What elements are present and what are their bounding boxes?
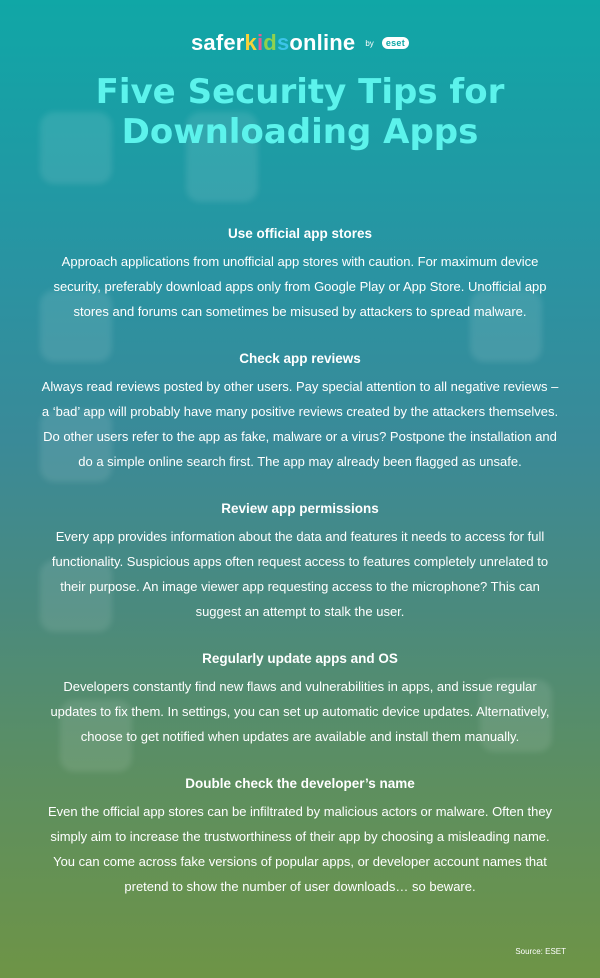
saferkidsonline-logo bbox=[191, 30, 355, 56]
tip-heading: Use official app stores bbox=[227, 226, 373, 241]
tip-heading: Regularly update apps and OS bbox=[202, 651, 398, 666]
logo-by-text: by bbox=[365, 38, 374, 48]
tip-item bbox=[40, 774, 560, 899]
tip-body: Approach applications from unofficial app stores with caution. For maximum device security, preferably download apps only from Google Play or App Store. Unofficial app stores and forums can sometimes be misused by attackers to spread malware. bbox=[53, 254, 547, 319]
tip-body: Developers constantly find new flaws and vulnerabilities in apps, and issue regular updates to fix them. In settings, you can set up automatic device updates. Alternatively, choose to get notified when updates are available and install them manually. bbox=[50, 679, 550, 744]
logo-part: safer bbox=[190, 30, 245, 55]
source-credit: Source: ESET bbox=[515, 947, 566, 956]
tips-list bbox=[40, 224, 560, 924]
logo-part: i bbox=[256, 30, 264, 55]
tip-item bbox=[40, 349, 560, 474]
logo-part: s bbox=[276, 30, 290, 55]
logo-part: d bbox=[263, 30, 277, 55]
eset-logo: eset bbox=[382, 37, 409, 49]
tip-heading: Review app permissions bbox=[221, 501, 379, 516]
logo-part: online bbox=[289, 30, 356, 55]
tip-body: Even the official app stores can be infiltrated by malicious actors or malware. Often they simply aim to increase the trustworthiness of their app by choosing a misleading name. You can come across fake versions of popular apps, or developer account names that pretend to show the number of user downloads… so beware. bbox=[47, 804, 553, 894]
tip-body: Every app provides information about the data and features it needs to access for full functionality. Suspicious apps often request access to features completely unrelated to their purpose. An image viewer app requesting access to the microphone? This can suggest an attempt to stalk the user. bbox=[51, 529, 549, 619]
tip-heading: Double check the developer’s name bbox=[185, 776, 415, 791]
tip-item bbox=[40, 499, 560, 624]
tip-heading: Check app reviews bbox=[239, 351, 361, 366]
page-title: Five Security Tips for Downloading Apps bbox=[95, 72, 505, 152]
tip-item bbox=[40, 649, 560, 749]
brand-logo bbox=[0, 30, 600, 56]
tip-body: Always read reviews posted by other users. Pay special attention to all negative reviews – a ‘bad’ app will probably have many positive reviews created by the attackers themselves. Do other users refer to the app as fake, malware or a virus? Postpone the installation and do a simple online search first. The app may already been flagged as unsafe. bbox=[41, 379, 559, 469]
logo-part: k bbox=[244, 30, 257, 55]
tip-item bbox=[40, 224, 560, 324]
